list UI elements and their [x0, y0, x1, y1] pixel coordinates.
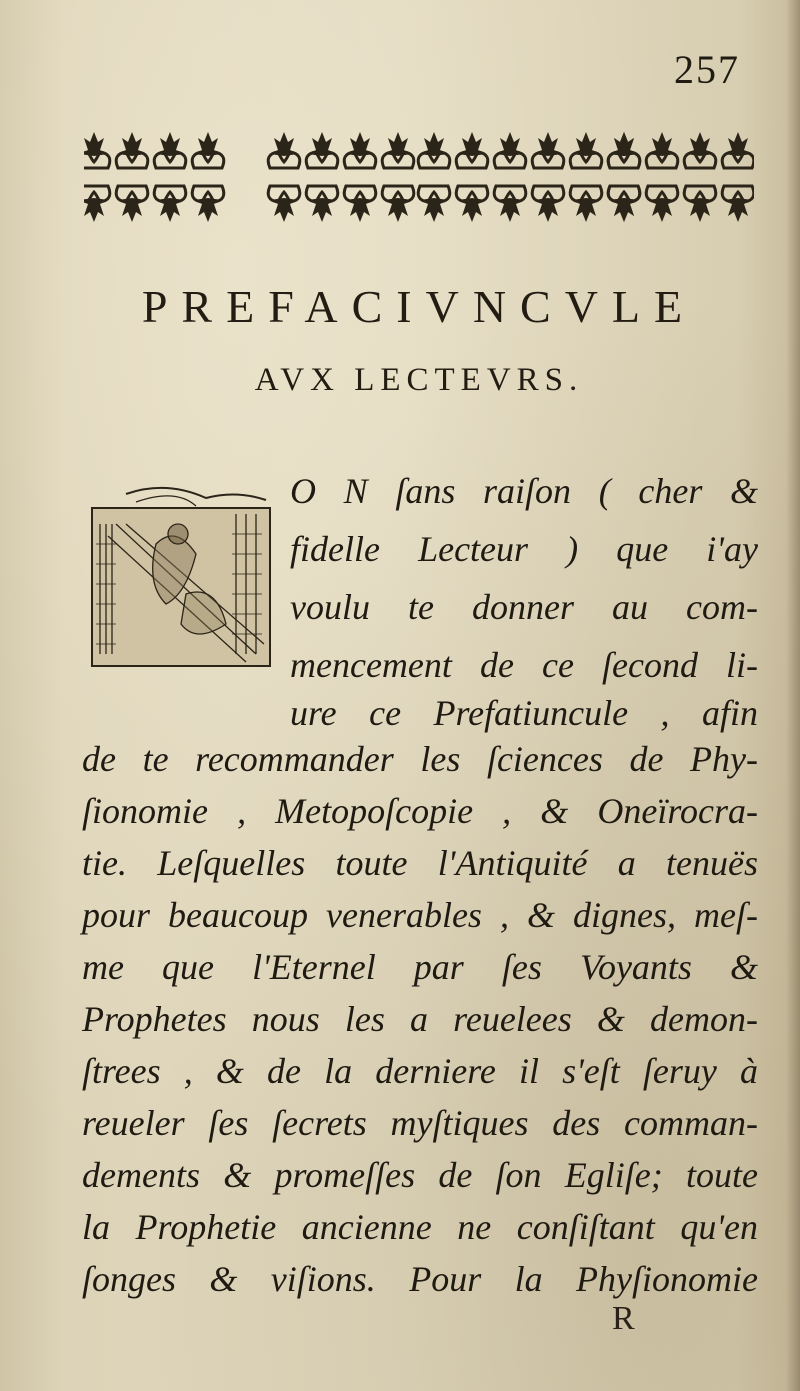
body-line: de te recommander les ſciences de Phy-	[82, 739, 758, 779]
body-line: dements & promeſſes de ſon Egliſe; toute	[82, 1155, 758, 1195]
page-title: PREFACIVNCVLE	[141, 281, 697, 332]
catchword: R	[612, 1300, 635, 1337]
body-line: voulu te donner au com-	[290, 587, 758, 627]
body-line: fidelle Lecteur ) que i'ay	[290, 529, 758, 569]
decorated-initial-n-icon	[86, 484, 276, 670]
body-line: ſtrees , & de la derniere il s'eſt ſeruy à	[82, 1051, 758, 1091]
body-line: ure ce Prefatiuncule , afin	[290, 693, 758, 733]
page-edge-shadow	[786, 0, 800, 1391]
body-line: reueler ſes ſecrets myſtiques des comman-	[82, 1103, 758, 1143]
fleuron-ornament-icon	[84, 122, 754, 232]
body-line: la Prophetie ancienne ne conſiſtant qu'en	[82, 1207, 758, 1247]
page-number: 257	[674, 47, 740, 92]
body-line: pour beaucoup venerables , & dignes, meſ-	[82, 895, 758, 935]
body-line: O N ſans raiſon ( cher &	[290, 471, 758, 511]
body-line: mencement de ce ſecond li-	[290, 645, 758, 685]
body-line: ſonges & viſions. Pour la Phyſionomie	[82, 1259, 758, 1299]
body-line: Prophetes nous les a reuelees & demon-	[82, 999, 758, 1039]
body-line: tie. Leſquelles toute l'Antiquité a tenuës	[82, 843, 758, 883]
body-line: ſionomie , Metopoſcopie , & Oneïrocra-	[82, 791, 758, 831]
body-line: me que l'Eternel par ſes Voyants &	[82, 947, 758, 987]
page-subtitle: AVX LECTEVRS.	[254, 362, 584, 398]
